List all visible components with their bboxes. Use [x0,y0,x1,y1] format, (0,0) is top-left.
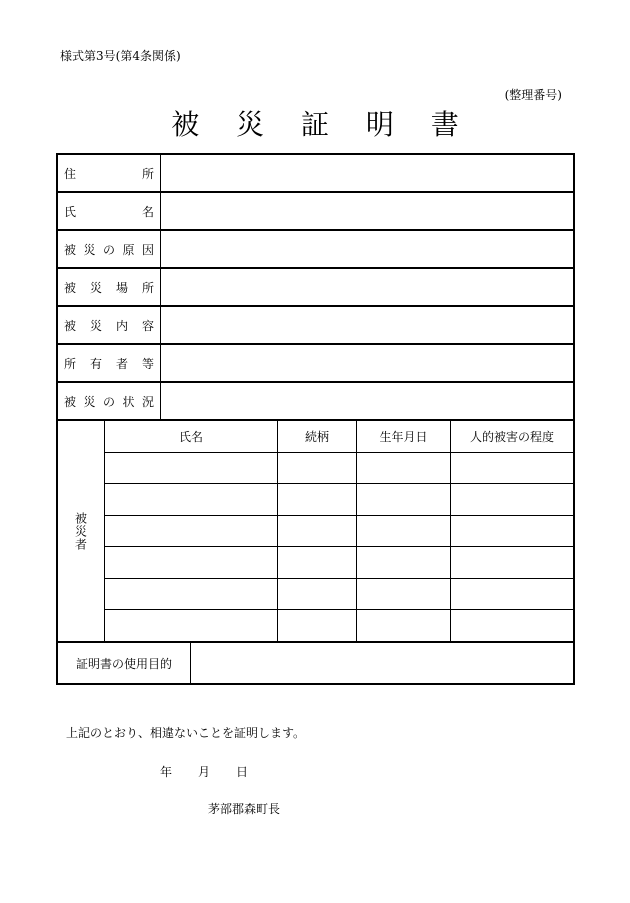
victims-header-row [105,421,573,453]
table-row [105,579,573,611]
table-cell[interactable] [357,484,451,515]
purpose-label: 証明書の使用目的 [58,643,191,683]
field-label-char: 被 [64,242,77,257]
field-label-char: 況 [141,394,154,409]
field-label-char: 災 [89,318,102,333]
field-row [58,155,573,193]
table-cell[interactable] [278,610,357,642]
field-label-char: 場 [115,280,128,295]
table-cell[interactable] [278,547,357,578]
field-row [58,231,573,269]
table-cell[interactable] [451,547,573,578]
field-label-char: 被 [64,318,77,333]
field-label-char: 容 [141,318,154,333]
table-row [105,610,573,642]
victims-table [105,421,573,641]
field-label [58,155,161,191]
table-cell[interactable] [451,453,573,484]
field-value[interactable] [161,231,573,267]
field-row [58,345,573,383]
field-label-char: 災 [89,280,102,295]
field-label-char: 原 [122,242,135,257]
table-cell[interactable] [278,453,357,484]
table-cell[interactable] [357,547,451,578]
table-cell[interactable] [105,610,278,642]
table-row [105,516,573,548]
table-cell[interactable] [451,610,573,642]
table-cell[interactable] [357,579,451,610]
victims-label-text: 被災者 [73,511,88,551]
field-label-char: 所 [141,280,154,295]
field-label-char: 名 [141,204,154,219]
victims-header-cell: 氏名 [105,421,278,452]
field-label-char: 被 [64,394,77,409]
field-label-char: 災 [83,242,96,257]
field-row [58,307,573,345]
victims-section [58,421,573,643]
field-label-char: 等 [141,356,154,371]
table-row [105,547,573,579]
date-month: 月 [198,765,211,779]
field-label-char: 因 [141,242,154,257]
certification-text: 上記のとおり、相違ないことを証明します。 [66,726,306,740]
table-cell[interactable] [278,516,357,547]
field-label-char: 災 [83,394,96,409]
field-label-char: の [102,394,115,409]
field-value[interactable] [161,345,573,381]
field-label [58,345,161,381]
field-value[interactable] [161,383,573,419]
table-cell[interactable] [105,453,278,484]
certificate-form [56,153,575,685]
issuer: 茅部郡森町長 [208,802,281,816]
victims-label [58,421,105,641]
table-cell[interactable] [451,484,573,515]
field-label-char: 状 [122,394,135,409]
table-row [105,453,573,485]
victims-header-cell: 人的被害の程度 [469,429,554,444]
purpose-row [58,643,573,683]
field-row [58,269,573,307]
table-cell[interactable] [105,484,278,515]
table-cell[interactable] [278,484,357,515]
form-number: 様式第3号(第4条関係) [60,49,181,63]
purpose-field[interactable] [191,643,573,683]
field-label-char: の [102,242,115,257]
date-line [160,763,248,780]
date-year: 年 [160,765,173,779]
field-label [58,307,161,343]
table-cell[interactable] [105,516,278,547]
document-title: 被 災 証 明 書 [171,108,473,141]
table-cell[interactable] [451,516,573,547]
victims-header-cell: 生年月日 [357,421,451,452]
field-label [58,269,161,305]
table-row [105,484,573,516]
table-cell[interactable] [357,453,451,484]
field-label-char: 所 [64,356,77,371]
field-row [58,193,573,231]
field-value[interactable] [161,269,573,305]
table-cell[interactable] [278,579,357,610]
field-label [58,231,161,267]
victims-header-cell: 続柄 [278,421,357,452]
date-day: 日 [236,765,249,779]
field-label [58,383,161,419]
field-label [58,193,161,229]
field-value[interactable] [161,307,573,343]
field-row [58,383,573,421]
field-value[interactable] [161,155,573,191]
field-label-char: 被 [64,280,77,295]
table-cell[interactable] [451,579,573,610]
field-label-char: 氏 [64,204,77,219]
field-label-char: 所 [141,166,154,181]
field-label-char: 住 [64,166,77,181]
reference-number-label: (整理番号) [504,88,562,102]
table-cell[interactable] [357,610,451,642]
table-cell[interactable] [105,579,278,610]
field-label-char: 有 [89,356,102,371]
table-cell[interactable] [105,547,278,578]
table-cell[interactable] [357,516,451,547]
field-label-char: 内 [115,318,128,333]
field-value[interactable] [161,193,573,229]
field-label-char: 者 [115,356,128,371]
